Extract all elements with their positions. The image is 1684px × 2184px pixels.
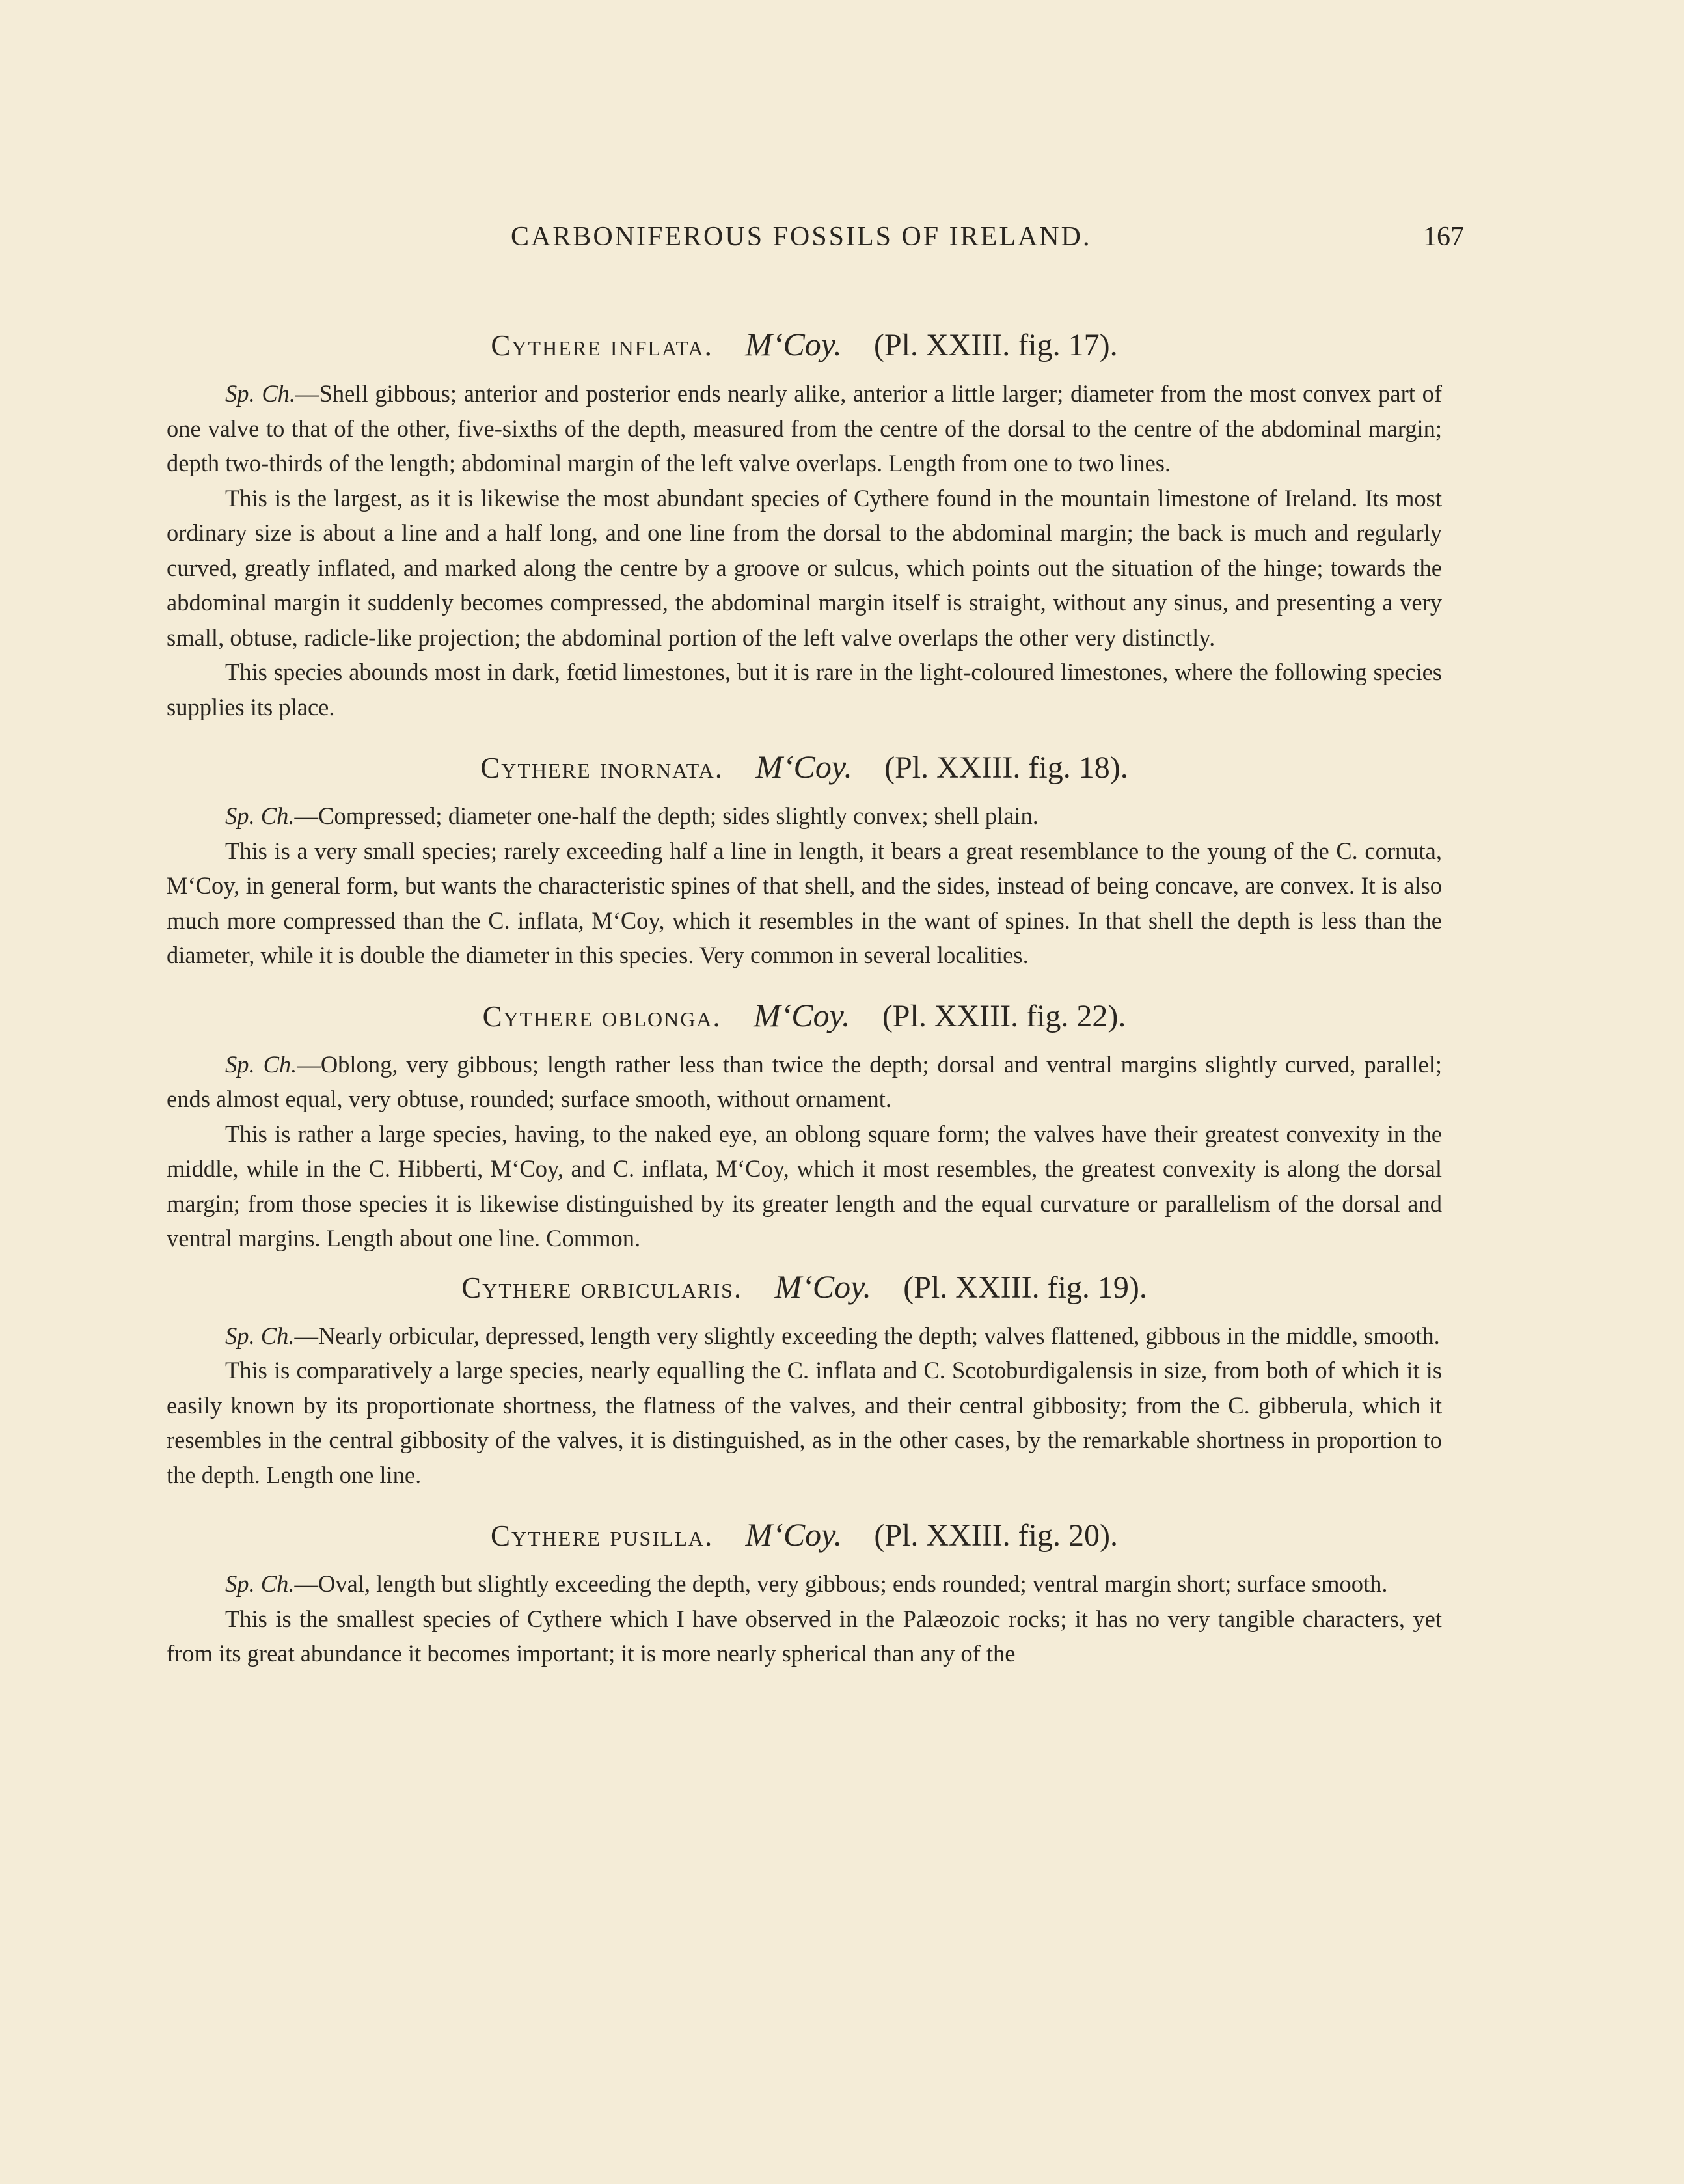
page-number: 167 xyxy=(1423,222,1464,252)
description-paragraph: This is the largest, as it is likewise the most abundant species of Cythere found in the mountain limestone of Ireland. Its most ordinary size is about a line and a half long, and one line from the dorsal to the abdominal margin; the back is much and regularly curved, greatly inflated, and marked along the centre by a groove or sulcus, which points out the situation of the hinge; towards the abdominal margin it suddenly becomes compressed, the abdominal margin itself is straight, without any sinus, and presenting a very small, obtuse, radicle-like projection; the abdominal portion of the left valve overlaps the other very distinctly. xyxy=(167,484,1442,651)
specific-characters xyxy=(167,1566,1442,1602)
species-section-inflata xyxy=(167,325,1442,724)
species-section-inornata xyxy=(167,748,1442,973)
running-title: CARBONIFEROUS FOSSILS OF IRELAND. xyxy=(511,222,1092,252)
species-section-oblonga xyxy=(167,996,1442,1256)
description-paragraph: This is rather a large species, having, to the naked eye, an oblong square form; the valves have their greatest convexity in the middle, while in the C. Hibberti, M‘Coy, and C. inflata, M‘Coy, which it most resembles, the greatest convexity is along the dorsal margin; from those species it is likewise distinguished by its greater length and the equal curvature or parallelism of the dorsal and ventral margins. Length about one line. Common. xyxy=(167,1120,1442,1251)
description-paragraph: This is a very small species; rarely exceeding half a line in length, it bears a great resemblance to the young of the C. cornuta, M‘Coy, in general form, but wants the characteristic spines of that shell, and the sides, instead of being concave, are convex. It is also much more compressed than the C. inflata, M‘Coy, which it resembles in the want of spines. In that shell the depth is less than the diameter, while it is double the diameter in this species. Very common in several localities. xyxy=(167,837,1442,968)
species-heading xyxy=(167,1516,1442,1553)
species-author: M‘Coy. xyxy=(755,748,852,785)
diagnosis-label: Sp. Ch. xyxy=(225,802,295,829)
species-name: Cythere inflata. xyxy=(491,329,713,362)
diagnosis-text: —Shell gibbous; anterior and posterior ends nearly alike, anterior a little larger; diameter from the most convex part of one valve to that of the other, five-sixths of the depth, measured from the centre of the dorsal to the centre of the abdominal margin; depth two-thirds of the length; abdominal margin of the left valve overlaps. Length from one to two lines. xyxy=(167,380,1442,476)
diagnosis-text: —Nearly orbicular, depressed, length very slightly exceeding the depth; valves flattened, gibbous in the middle, smooth. xyxy=(294,1322,1440,1349)
plate-reference: (Pl. XXIII. fig. 20). xyxy=(874,1518,1118,1553)
species-section-pusilla xyxy=(167,1516,1442,1671)
diagnosis-label: Sp. Ch. xyxy=(225,1050,297,1078)
species-author: M‘Coy. xyxy=(753,996,850,1033)
plate-reference: (Pl. XXIII. fig. 17). xyxy=(873,328,1118,362)
diagnosis-label: Sp. Ch. xyxy=(225,380,296,407)
species-section-orbicularis xyxy=(167,1268,1442,1493)
diagnosis-text: —Oblong, very gibbous; length rather less than twice the depth; dorsal and ventral margins slightly curved, parallel; ends almost equal, very obtuse, rounded; surface smooth, without ornament. xyxy=(167,1050,1442,1112)
species-name: Cythere pusilla. xyxy=(491,1520,714,1552)
species-heading xyxy=(167,748,1442,785)
species-name: Cythere oblonga. xyxy=(482,1000,722,1033)
specific-characters xyxy=(167,376,1442,481)
description-paragraph: This is the smallest species of Cythere which I have observed in the Palæozoic rocks; it has no very tangible characters, yet from its great abundance it becomes important; it is more nearly spherical than any of the xyxy=(167,1605,1442,1667)
species-author: M‘Coy. xyxy=(745,1516,843,1553)
specific-characters xyxy=(167,1318,1442,1354)
species-heading xyxy=(167,325,1442,363)
plate-reference: (Pl. XXIII. fig. 19). xyxy=(903,1270,1147,1305)
description-paragraph: This species abounds most in dark, fœtid limestones, but it is rare in the light-coloured limestones, where the following species supplies its place. xyxy=(167,659,1442,720)
diagnosis-label: Sp. Ch. xyxy=(225,1322,295,1349)
diagnosis-label: Sp. Ch. xyxy=(225,1570,295,1597)
plate-reference: (Pl. XXIII. fig. 22). xyxy=(882,998,1126,1033)
species-name: Cythere inornata. xyxy=(480,752,724,784)
description-paragraph: This is comparatively a large species, nearly equalling the C. inflata and C. Scotoburdigalensis in size, from both of which it is easily known by its proportionate shortness, the flatness of the valves, and their central gibbosity; from the C. gibberula, which it resembles in the central gibbosity of the valves, it is distinguished, as in the other cases, by the remarkable shortness in proportion to the depth. Length one line. xyxy=(167,1357,1442,1488)
species-author: M‘Coy. xyxy=(774,1268,872,1305)
page-body xyxy=(167,325,1442,1695)
species-name: Cythere orbicularis. xyxy=(461,1271,743,1304)
species-heading xyxy=(167,1268,1442,1305)
species-heading xyxy=(167,996,1442,1034)
specific-characters xyxy=(167,799,1442,834)
species-author: M‘Coy. xyxy=(745,326,842,362)
running-head xyxy=(163,221,1464,260)
plate-reference: (Pl. XXIII. fig. 18). xyxy=(884,750,1128,785)
diagnosis-text: —Oval, length but slightly exceeding the depth, very gibbous; ends rounded; ventral margin short; surface smooth. xyxy=(294,1570,1388,1597)
diagnosis-text: —Compressed; diameter one-half the depth; sides slightly convex; shell plain. xyxy=(294,802,1039,829)
specific-characters xyxy=(167,1047,1442,1117)
